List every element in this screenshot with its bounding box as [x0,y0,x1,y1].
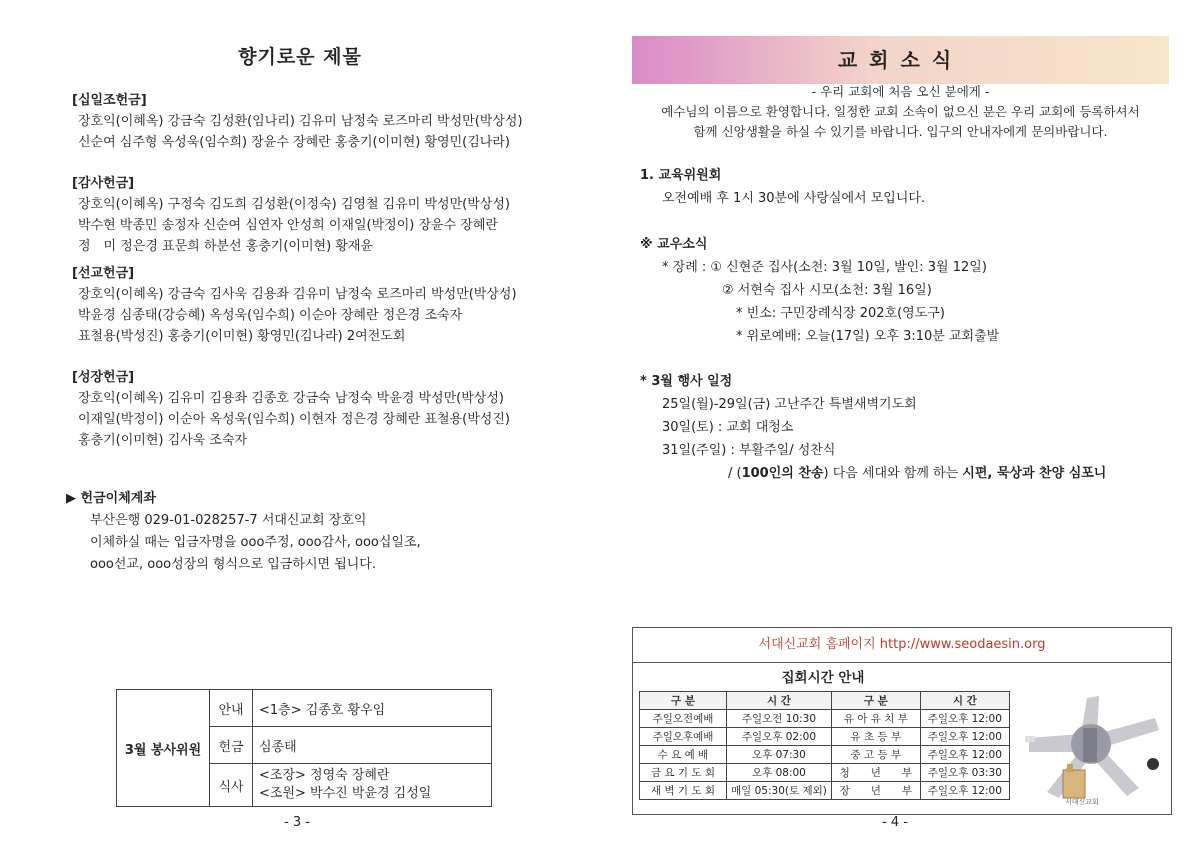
right-page [600,0,1200,848]
table-cell: 주일오후 12:00 [920,728,1009,746]
events-heading: * 3월 행사 일정 [640,374,733,389]
map-label: 서대신교회 [1065,798,1099,806]
meeting-times-title: 집회시간 안내 [781,670,865,686]
table-cell: 금 요 기 도 회 [640,764,727,782]
funeral-detail: * 위로예배: 오늘(17일) 오후 3:10분 교회출발 [736,329,1000,344]
page-number: - 3 - [284,815,310,830]
table-cell: 주일오후예배 [640,728,727,746]
table-row [640,710,1010,728]
event-highlight: 시편, 묵상과 찬양 심포니 [962,466,1107,481]
thanks-section [72,173,552,257]
funeral-line: * 장례 : ① 신현준 집사(소천: 3월 10일, 발인: 3월 12일) [662,260,987,275]
table-cell: 매일 05:30(토 제외) [727,782,832,800]
funeral-line: ② 서현숙 집사 시모(소천: 3월 16일) [722,283,932,298]
service-category: 식사 [210,764,253,807]
growth-section [72,367,552,451]
education-committee [640,164,1180,210]
service-category: 헌금 [210,727,253,764]
event-text: ) 다음 세대와 함께 하는 [823,466,963,481]
table-row [640,782,1010,800]
account-line: ooo선교, ooo성장의 형식으로 입금하시면 됩니다. [90,557,377,572]
event-highlight: 100인의 찬송 [741,466,824,481]
member-news [640,233,1180,348]
name-line: 정 미 정은경 표문희 하분선 홍충기(이미현) 황재윤 [78,239,373,254]
name-line: 장호익(이혜옥) 김유미 김용좌 김종호 강금숙 남정숙 박윤경 박성만(박상성) [78,391,504,406]
table-cell: 주일오후 12:00 [920,746,1009,764]
tithe-section [72,90,552,153]
education-text: 오전예배 후 1시 30분에 사랑실에서 모입니다. [662,191,926,206]
table-cell: 새 벽 기 도 회 [640,782,727,800]
table-cell: 주일오후 12:00 [920,710,1009,728]
table-header: 시 간 [727,692,832,710]
name-line: 표철용(박성진) 홍충기(이미현) 황영민(김나라) 2여전도회 [78,329,406,344]
table-header: 구 분 [640,692,727,710]
offerings-title: 향기로운 제물 [238,46,362,68]
table-header: 시 간 [920,692,1009,710]
table-cell: 주일오전 10:30 [727,710,832,728]
table-cell: 장 년 부 [831,782,920,800]
page-number: - 4 - [882,815,908,830]
church-news-banner: 교회소식 [632,36,1169,84]
name-line: 장호익(이혜옥) 구정숙 김도희 김성환(이정숙) 김영철 김유미 박성만(박상성) [78,197,510,212]
service-value: 심종태 [253,727,492,764]
table-row [640,728,1010,746]
section-heading: [감사헌금] [72,176,135,191]
table-cell: 오후 07:30 [727,746,832,764]
section-heading: [선교헌금] [72,266,135,281]
mission-section [72,263,552,347]
welcome-message [632,82,1169,142]
name-line: 장호익(이혜옥) 강금숙 김사욱 김용좌 김유미 남정숙 로즈마리 박성만(박상성) [78,287,517,302]
table-cell: 수 요 예 배 [640,746,727,764]
homepage-link[interactable]: 서대신교회 홈페이지 http://www.seodaesin.org [633,628,1171,663]
welcome-line: 예수님의 이름으로 환영합니다. 일정한 교회 소속이 없으신 분은 우리 교회에 등록하셔서 [661,104,1140,119]
name-line: 장호익(이혜옥) 강금숙 김성환(임나리) 김유미 남정숙 로즈마리 박성만(박상성) [78,114,523,129]
service-value-line: <조원> 박수진 박윤경 김성일 [259,786,432,801]
homepage-box [632,627,1172,815]
service-label: 3월 봉사위원 [117,690,210,807]
table-cell: 주일오전예배 [640,710,727,728]
march-events [640,370,1180,485]
table-cell: 중 고 등 부 [831,746,920,764]
service-value: <1층> 김종호 황우임 [253,690,492,727]
welcome-title: - 우리 교회에 처음 오신 분에게 - [811,84,990,99]
bank-transfer-info [66,488,421,576]
event-line: 25일(월)-29일(금) 고난주간 특별새벽기도회 [662,397,917,412]
table-cell: 주일오후 03:30 [920,764,1009,782]
table-cell: 유 아 유 치 부 [831,710,920,728]
account-heading: ▶ 헌금이체계좌 [66,491,156,506]
funeral-detail: * 빈소: 구민장례식장 202호(영도구) [736,306,945,321]
account-line: 부산은행 029-01-028257-7 서대신교회 장호익 [90,513,367,528]
name-line: 홍충기(이미현) 김사욱 조숙자 [78,433,248,448]
table-cell: 청 년 부 [831,764,920,782]
welcome-line: 함께 신앙생활을 하실 수 있기를 바랍니다. 입구의 안내자에게 문의바랍니다. [693,124,1108,139]
table-cell: 유 초 등 부 [831,728,920,746]
service-category: 안내 [210,690,253,727]
service-value-line: <조장> 정영숙 장혜란 [259,768,390,783]
event-line [640,462,1180,485]
table-cell: 주일오후 12:00 [920,782,1009,800]
member-news-heading: ※ 교우소식 [640,237,708,252]
event-line: 30일(토) : 교회 대청소 [662,420,794,435]
section-heading: [성장헌금] [72,370,135,385]
table-header: 구 분 [831,692,920,710]
table-cell: 주일오후 02:00 [727,728,832,746]
education-heading: 1. 교육위원회 [640,168,722,183]
section-heading: [십일조헌금] [72,93,147,108]
table-cell: 오후 08:00 [727,764,832,782]
meeting-times-table [639,691,1010,800]
event-text: / ( [728,466,742,481]
name-line: 이재일(박정이) 이순아 옥성욱(임수희) 이현자 정은경 장혜란 표철용(박성진) [78,412,510,427]
table-row [640,746,1010,764]
account-line: 이체하실 때는 입금자명을 ooo주정, ooo감사, ooo십일조, [90,535,421,550]
service-committee-table [116,689,492,807]
service-value [253,764,492,807]
event-line: 31일(주일) : 부활주일/ 성찬식 [662,443,836,458]
name-line: 신순여 심주형 옥성욱(임수희) 장윤수 장혜란 홍충기(이미현) 황영민(김나라) [78,135,510,150]
church-location-map [1019,668,1165,810]
table-row [640,764,1010,782]
name-line: 박수현 박종민 송정자 신순여 심연자 안성희 이재일(박정이) 장윤수 장혜란 [78,218,498,233]
name-line: 박윤경 심종태(강승혜) 옥성욱(임수희) 이순아 장혜란 정은경 조숙자 [78,308,463,323]
